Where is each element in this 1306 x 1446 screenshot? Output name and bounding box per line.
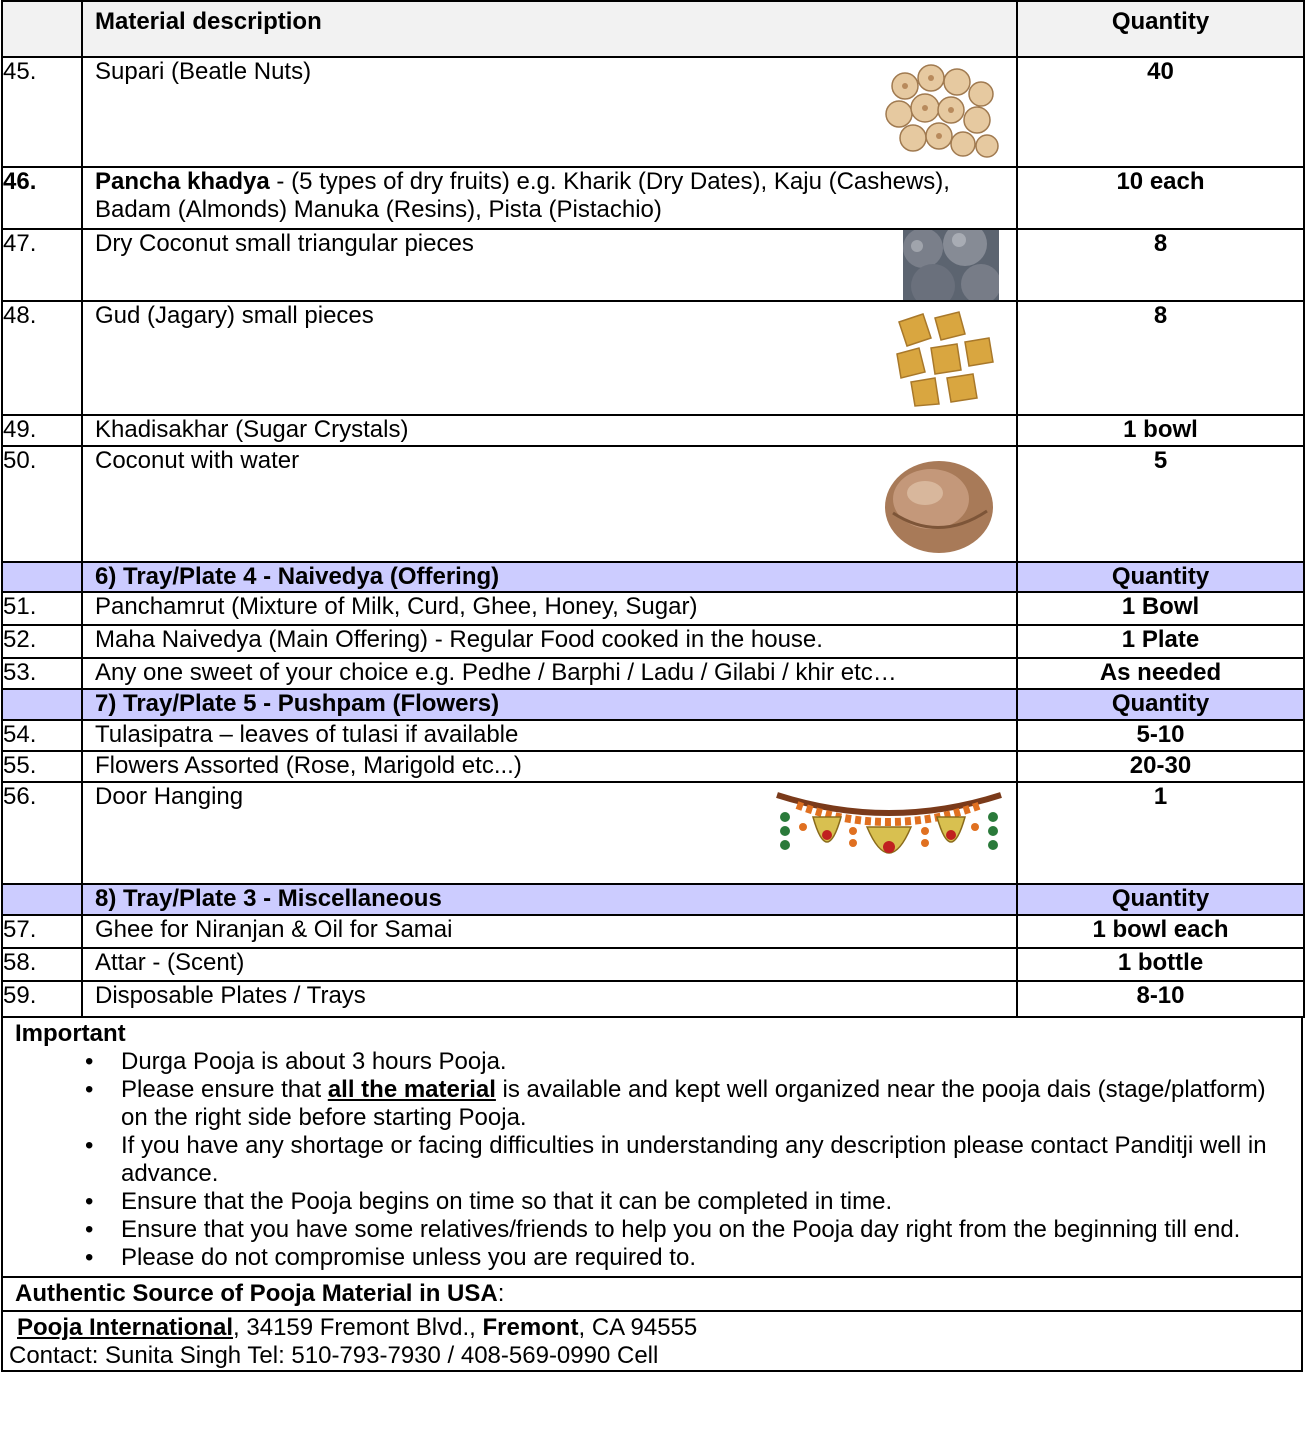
bullet-icon: •	[85, 1048, 94, 1075]
row-quantity: 1	[1017, 782, 1304, 884]
vendor-name: Pooja International	[17, 1314, 234, 1341]
table-row	[2, 167, 1304, 229]
row-description: Any one sweet of your choice e.g. Pedhe / Barphi / Ladu / Gilabi / khir etc…	[82, 658, 1017, 689]
row-description: Tulasipatra – leaves of tulasi if available	[82, 720, 1017, 751]
list-item	[3, 1216, 1301, 1244]
row-quantity: 1 bowl	[1017, 415, 1304, 446]
important-notes	[1, 1018, 1303, 1278]
table-row	[2, 446, 1304, 562]
list-item	[3, 1244, 1301, 1276]
note-text: Durga Pooja is about 3 hours Pooja.	[121, 1048, 507, 1075]
row-description: Attar - (Scent)	[82, 948, 1017, 981]
row-description-text: Door Hanging	[95, 783, 244, 810]
dry-coconut-image	[903, 230, 999, 300]
row-quantity: 8	[1017, 229, 1304, 301]
row-quantity: 5	[1017, 446, 1304, 562]
row-description-text: Dry Coconut small triangular pieces	[95, 230, 474, 257]
row-description-bold: Pancha khadya	[95, 168, 270, 195]
notes-list	[3, 1048, 1301, 1276]
row-quantity: As needed	[1017, 658, 1304, 689]
section-title: 8) Tray/Plate 3 - Miscellaneous	[82, 884, 1017, 915]
table-row	[2, 592, 1304, 625]
betel-nuts-image	[883, 64, 1003, 162]
row-number: 45.	[2, 57, 82, 167]
source-contact: Contact: Sunita Singh Tel: 510-793-7930 / 408-569-0990 Cell	[9, 1342, 659, 1369]
note-text: Please do not compromise unless you are required to.	[121, 1244, 696, 1271]
row-description-text: Coconut with water	[95, 447, 300, 474]
coconut-image	[879, 453, 999, 557]
table-row	[2, 229, 1304, 301]
note-text: is available and kept well organized near the pooja dais (stage/platform) on the right side before starting Pooja.	[121, 1076, 1266, 1131]
note-text: Ensure that you have some relatives/friends to help you on the Pooja day right from the beginning till end.	[121, 1216, 1241, 1243]
source-title-text: Authentic Source of Pooja Material in USA	[15, 1280, 498, 1307]
address-city: Fremont	[482, 1314, 579, 1341]
source-body	[3, 1310, 1301, 1370]
row-description: Disposable Plates / Trays	[82, 981, 1017, 1017]
table-row	[2, 720, 1304, 751]
row-description: Khadisakhar (Sugar Crystals)	[82, 415, 1017, 446]
list-item	[3, 1048, 1301, 1076]
row-number: 47.	[2, 229, 82, 301]
row-quantity: 1 bowl each	[1017, 915, 1304, 948]
row-quantity: 8-10	[1017, 981, 1304, 1017]
note-emphasis: all the material	[327, 1076, 496, 1103]
row-number: 52.	[2, 625, 82, 658]
bullet-icon: •	[85, 1244, 94, 1271]
source-title-colon: :	[497, 1280, 505, 1307]
row-quantity: 1 Bowl	[1017, 592, 1304, 625]
door-hanging-image	[773, 787, 1005, 879]
bullet-icon: •	[85, 1132, 94, 1159]
list-item	[3, 1188, 1301, 1216]
row-quantity: 8	[1017, 301, 1304, 415]
list-item	[3, 1076, 1301, 1132]
source-title	[3, 1278, 1301, 1310]
row-number: 50.	[2, 446, 82, 562]
row-description: Panchamrut (Mixture of Milk, Curd, Ghee, Honey, Sugar)	[82, 592, 1017, 625]
row-description: Ghee for Niranjan & Oil for Samai	[82, 915, 1017, 948]
row-description-text: - (5 types of dry fruits) e.g. Kharik (Dry Dates), Kaju (Cashews), Badam (Almonds) Manuka (Resins), Pista (Pistachio)	[95, 168, 950, 223]
section-quantity-header: Quantity	[1017, 689, 1304, 720]
row-number: 46.	[2, 167, 82, 229]
row-number: 51.	[2, 592, 82, 625]
bullet-icon: •	[85, 1188, 94, 1215]
header-num	[2, 1, 82, 57]
important-title: Important	[15, 1020, 126, 1047]
jaggery-image	[889, 308, 1001, 410]
section-header-row	[2, 884, 1304, 915]
row-description	[82, 229, 1017, 301]
section-title: 6) Tray/Plate 4 - Naivedya (Offering)	[82, 562, 1017, 592]
row-number: 55.	[2, 751, 82, 782]
note-text: Please ensure that	[121, 1076, 328, 1103]
row-description	[82, 782, 1017, 884]
section-quantity-header: Quantity	[1017, 884, 1304, 915]
bullet-icon: •	[85, 1216, 94, 1243]
note-text: Ensure that the Pooja begins on time so that it can be completed in time.	[121, 1188, 893, 1215]
row-number: 57.	[2, 915, 82, 948]
row-number: 53.	[2, 658, 82, 689]
row-quantity: 5-10	[1017, 720, 1304, 751]
row-number: 58.	[2, 948, 82, 981]
row-number: 59.	[2, 981, 82, 1017]
table-row	[2, 948, 1304, 981]
section-quantity-header: Quantity	[1017, 562, 1304, 592]
header-description: Material description	[82, 1, 1017, 57]
table-row	[2, 415, 1304, 446]
row-description: Flowers Assorted (Rose, Marigold etc...)	[82, 751, 1017, 782]
table-row	[2, 915, 1304, 948]
source-address	[17, 1314, 1301, 1342]
table-row	[2, 301, 1304, 415]
row-number: 48.	[2, 301, 82, 415]
list-item	[3, 1132, 1301, 1188]
row-description	[82, 167, 1017, 229]
row-quantity: 1 bottle	[1017, 948, 1304, 981]
section-header-row	[2, 562, 1304, 592]
row-description	[82, 301, 1017, 415]
material-table	[1, 0, 1305, 1018]
row-description	[82, 446, 1017, 562]
row-description	[82, 57, 1017, 167]
header-quantity: Quantity	[1017, 1, 1304, 57]
row-number: 49.	[2, 415, 82, 446]
address-part: , 34159 Fremont Blvd.,	[233, 1314, 483, 1341]
bullet-icon: •	[85, 1076, 94, 1103]
section-header-row	[2, 689, 1304, 720]
table-row	[2, 782, 1304, 884]
table-header-row	[2, 1, 1304, 57]
row-quantity: 20-30	[1017, 751, 1304, 782]
note-text: If you have any shortage or facing difficulties in understanding any description please contact Panditji well in advance.	[121, 1132, 1267, 1187]
table-row	[2, 981, 1304, 1017]
row-quantity: 40	[1017, 57, 1304, 167]
table-row	[2, 57, 1304, 167]
material-source	[1, 1278, 1303, 1372]
row-description: Maha Naivedya (Main Offering) - Regular Food cooked in the house.	[82, 625, 1017, 658]
table-row	[2, 625, 1304, 658]
row-description-text: Supari (Beatle Nuts)	[95, 58, 312, 85]
table-row	[2, 751, 1304, 782]
section-title: 7) Tray/Plate 5 - Pushpam (Flowers)	[82, 689, 1017, 720]
row-description-text: Gud (Jagary) small pieces	[95, 302, 374, 329]
address-part: , CA 94555	[578, 1314, 698, 1341]
row-quantity: 10 each	[1017, 167, 1304, 229]
row-number: 56.	[2, 782, 82, 884]
row-number: 54.	[2, 720, 82, 751]
table-row	[2, 658, 1304, 689]
row-quantity: 1 Plate	[1017, 625, 1304, 658]
